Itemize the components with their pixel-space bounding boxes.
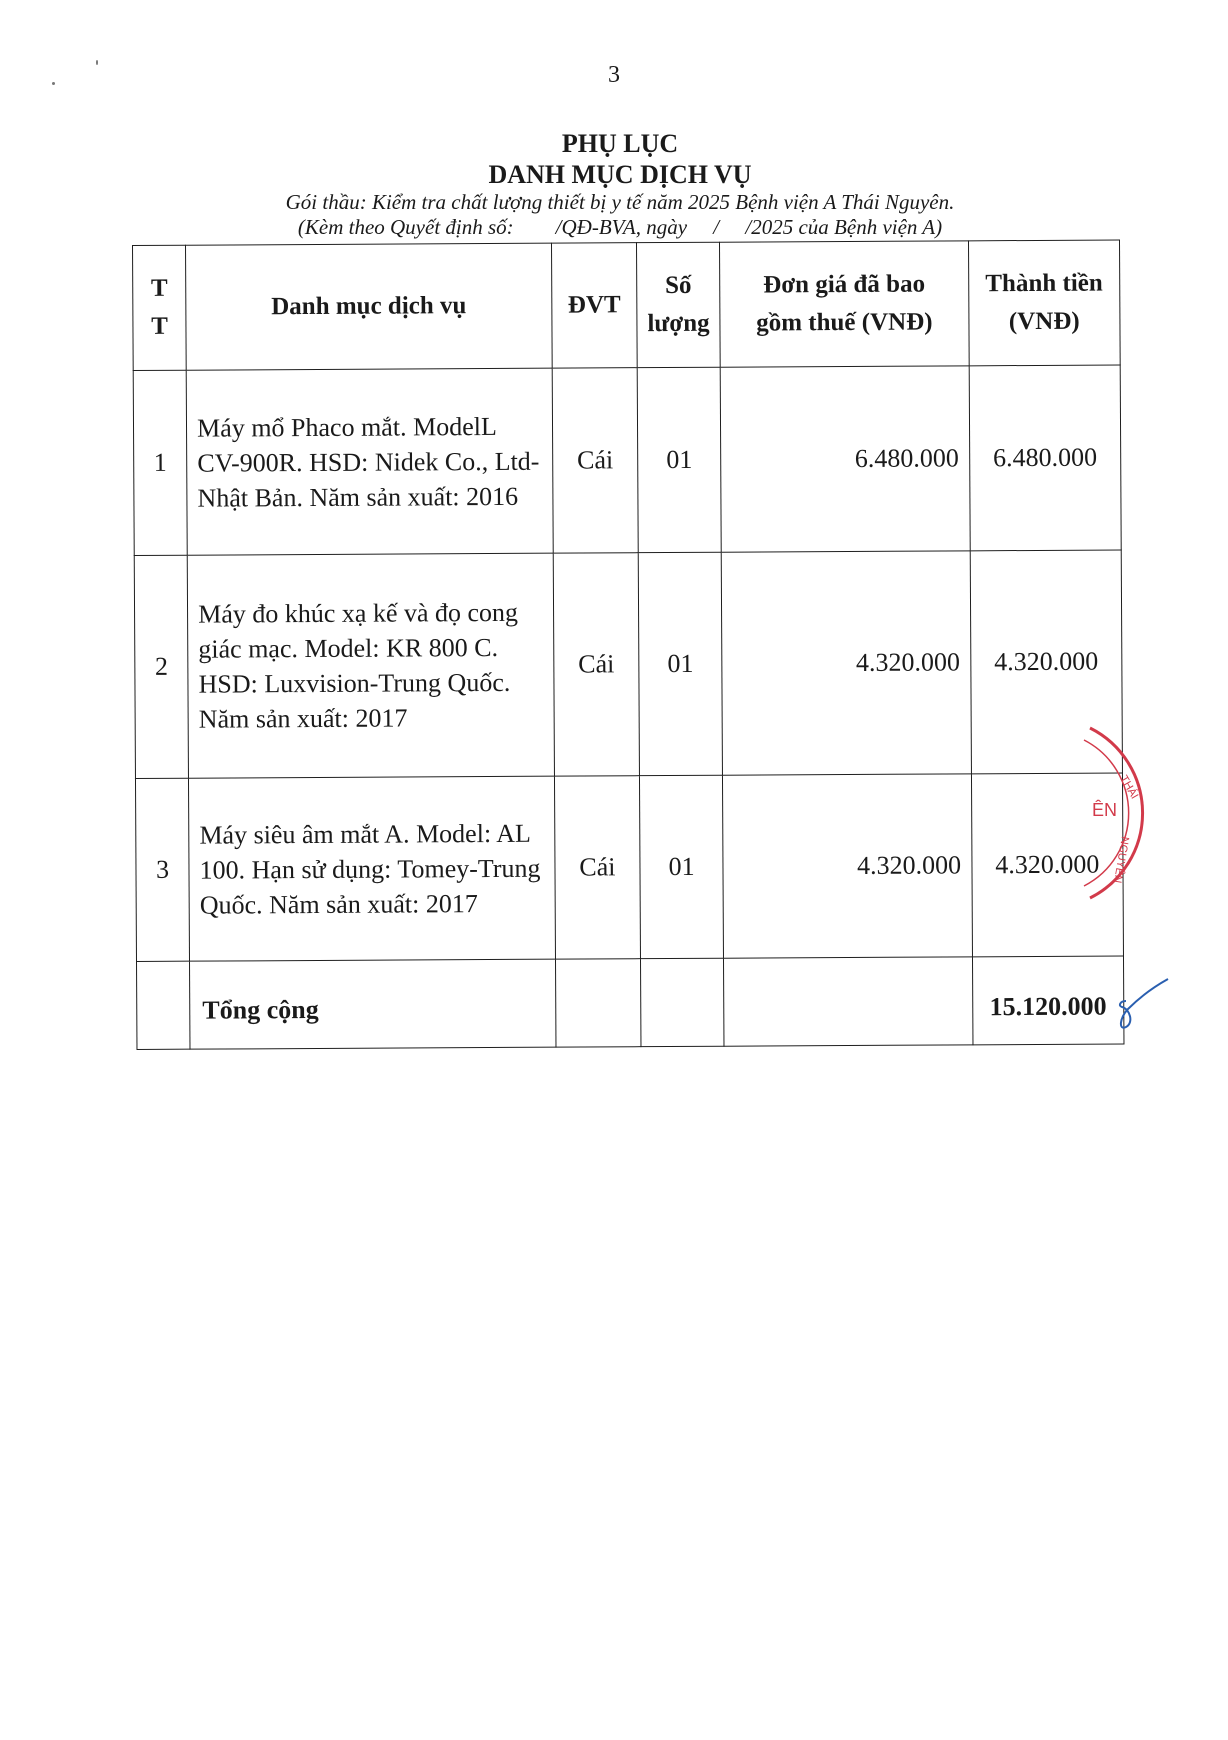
table-row [133,365,1121,556]
service-table [132,239,1124,1050]
svg-text:NGUYÊN: NGUYÊN [1110,835,1131,884]
scan-speck [96,60,98,65]
table-header-row [133,240,1121,371]
cell-service-name: Máy siêu âm mắt A. Model: AL 100. Hạn sử dụng: Tomey-Trung Quốc. Năm sản xuất: 2017 [189,776,556,961]
document-header [0,128,1228,240]
col-header-amount: Thành tiền (VNĐ) [968,240,1120,366]
cell-unit-price: 6.480.000 [720,366,970,552]
total-row [137,956,1124,1050]
col-header-price: Đơn giá đã bao gồm thuế (VNĐ) [720,241,969,367]
cell-quantity: 01 [637,367,721,552]
cell-quantity: 01 [639,775,723,958]
cell-quantity: 01 [638,552,722,775]
col-header-qty: Số lượng [636,242,720,367]
bid-package-line: Gói thầu: Kiểm tra chất lượng thiết bị y tế năm 2025 Bệnh viện A Thái Nguyên. [285,190,955,214]
page-number: 3 [608,62,620,88]
scan-speck [52,82,55,85]
cell-amount: 6.480.000 [969,365,1121,551]
cell-service-name: Máy đo khúc xạ kế và đọ cong giác mạc. Model: KR 800 C. HSD: Luxvision-Trung Quốc. Năm sản xuất: 2017 [187,553,554,778]
total-label: Tổng cộng [190,959,556,1049]
col-header-unit: ĐVT [551,243,637,368]
cell-unit: Cái [554,776,640,959]
cell-empty [137,961,191,1049]
cell-unit: Cái [553,553,639,776]
cell-unit: Cái [552,368,638,553]
cell-amount: 4.320.000 [970,550,1123,774]
cell-empty [640,958,724,1046]
decision-reference-line: (Kèm theo Quyết định số: /QĐ-BVA, ngày / /2025 của Bệnh viện A) [297,215,943,239]
cell-service-name: Máy mổ Phaco mắt. ModelL CV-900R. HSD: Nidek Co., Ltd-Nhật Bản. Năm sản xuất: 2016 [186,368,553,555]
cell-empty [724,957,973,1046]
cell-unit-price: 4.320.000 [723,774,973,958]
cell-amount: 4.320.000 [971,773,1123,957]
svg-text:ÊN: ÊN [1092,800,1118,820]
document-title: PHỤ LỤC [561,129,679,158]
cell-empty [555,959,641,1047]
col-header-tt: T T [133,245,187,370]
svg-text:THÁI: THÁI [1117,773,1141,802]
table-row [134,550,1122,779]
cell-tt: 3 [135,778,189,961]
cell-tt: 2 [134,555,188,778]
cell-tt: 1 [133,370,187,555]
total-amount: 15.120.000 [972,956,1124,1045]
table-row [135,773,1123,962]
cell-unit-price: 4.320.000 [721,551,971,775]
col-header-name: Danh mục dịch vụ [186,243,552,370]
document-heading: DANH MỤC DỊCH VỤ [488,160,752,189]
